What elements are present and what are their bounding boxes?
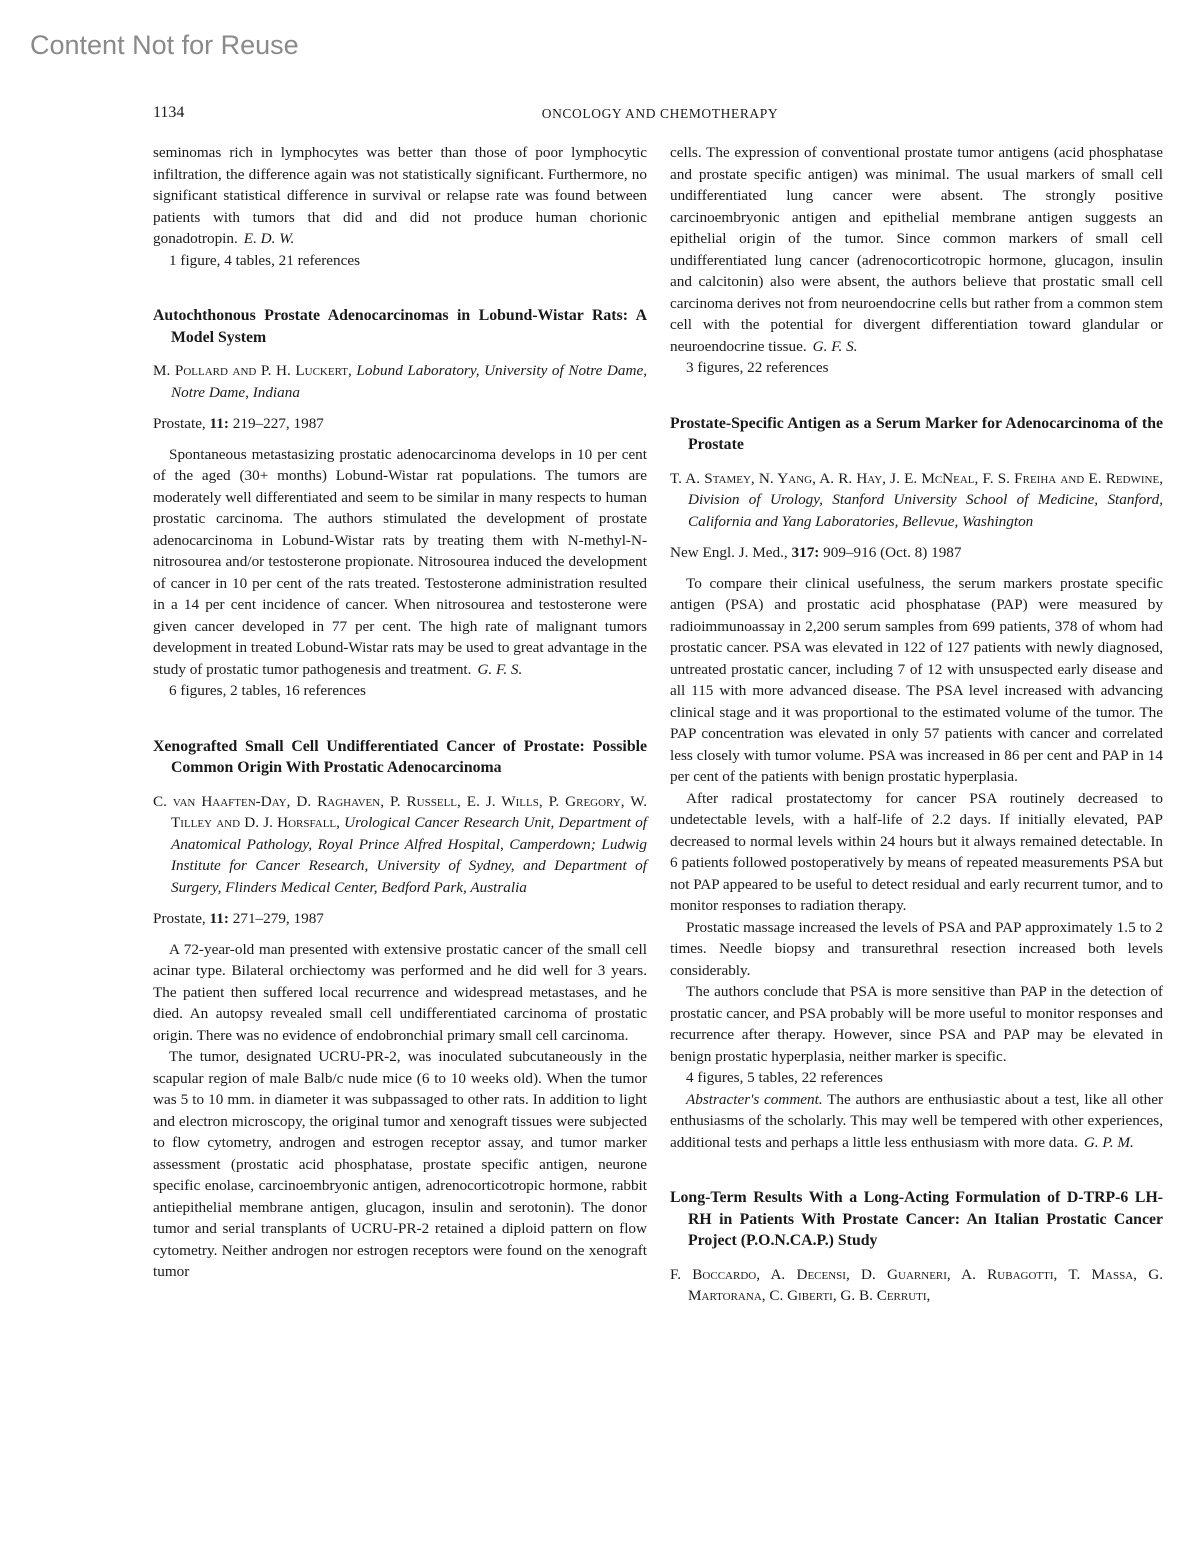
article-title: Xenografted Small Cell Undifferentiated Cancer of Prostate: Possible Common Origin With Prostatic Adenocarcinoma (153, 737, 647, 776)
author-names: F. Boccardo, A. Decensi, D. Guarneri, A. Rubagotti, T. Massa, G. Martorana, C. Giberti, G. B. Cerruti, (670, 1265, 1163, 1304)
right-column (670, 142, 1163, 1317)
previous-abstract-ending (153, 142, 647, 250)
journal-volume: 317: (791, 544, 820, 561)
abstract-paragraph: The authors conclude that PSA is more sensitive than PAP in the detection of prostatic cancer, and PSA probably will be more useful to monitor responses and recurrence after therapy. However, since PSA and PAP may be elevated in benign prostatic hyperplasia, neither marker is specific. (670, 983, 1163, 1065)
journal-volume: 11: (209, 910, 229, 927)
abstract-text: cells. The expression of conventional prostate tumor antigens (acid phosphatase and prostate specific antigen) was minimal. The usual markers of small cell undifferentiated lung cancer were absent. The strongly positive carcinoembryonic antigen and epithelial membrane antigen suggests an epithelial origin of the tumor. Since common markers of small cell undifferentiated lung cancer (adrenocorticotropic hormone, glucagon, insulin and calcitonin) also were absent, the authors believe that prostatic small cell carcinoma derives not from neuroendocrine cells but rather from a common stem cell with the potential for divergent differentiation toward glandular or neuroendocrine tissue. (670, 144, 1163, 355)
author-affiliation: Lobund Laboratory, University of Notre Dame, Notre Dame, Indiana (171, 362, 647, 401)
watermark: Content Not for Reuse (30, 30, 299, 60)
author-names: M. Pollard and P. H. Luckert, (153, 362, 352, 379)
left-column (153, 142, 647, 1283)
continued-abstract (670, 142, 1163, 357)
abstract-paragraph: Prostatic massage increased the levels of PSA and PAP approximately 1.5 to 2 times. Needle biopsy and transurethral resection increased both levels considerably. (670, 918, 1163, 979)
abstracter-signature: E. D. W. (243, 230, 295, 247)
abstract-paragraph (153, 444, 647, 681)
abstracter-signature: G. F. S. (812, 337, 858, 355)
journal-volume: 11: (209, 415, 229, 432)
journal-citation (153, 413, 647, 435)
abstract-paragraph: After radical prostatectomy for cancer PSA routinely decreased to undetectable levels, with a half-life of 2.2 days. If initially elevated, PAP decreased to normal levels within 24 hours but it always remained detectable. In 6 patients followed postoperatively by means of repeated measurements PSA but not PAP appeared to be useful to detect residual and early recurrent tumor, and to monitor responses to radiation therapy. (670, 789, 1163, 914)
author-affiliation: Urological Cancer Research Unit, Department of Anatomical Pathology, Royal Prince Alfred Hospital, Camperdown; Ludwig Institute for Cancer Research, University of Sydney, and Department of Surgery, Flinders Medical Center, Bedford Park, Australia (171, 814, 648, 896)
article-stats: 6 figures, 2 tables, 16 references (169, 682, 366, 699)
abstract-paragraph: To compare their clinical usefulness, the serum markers prostate specific antigen (PSA) and prostatic acid phosphatase (PAP) were measured by radioimmunoassay in 2,200 serum samples from 699 patients, 378 of whom had prostatic cancer. PSA was elevated in 122 of 127 patients with newly diagnosed, untreated prostatic cancer, including 7 of 12 with unsuspected early disease and all 115 with more advanced disease. The PSA level increased with advancing clinical stage and it was proportional to the estimated volume of the tumor. The PAP concentration was elevated in only 57 patients with cancer and correlated less closely with tumor volume. PSA was increased in 86 per cent and PAP in 14 per cent of the patients with benign prostatic hyperplasia. (670, 574, 1163, 785)
comment-text: The authors are enthusiastic about a test, like all other enthusiasms of the scholarly. This may well be tempered with other experiences, additional tests and perhaps a little less enthusiasm with more data. (670, 1090, 1163, 1151)
running-head: ONCOLOGY AND CHEMOTHERAPY (541, 106, 779, 121)
abstract-entry (670, 413, 1163, 1154)
abstracter-signature: G. P. M. (1083, 1133, 1134, 1151)
article-authors (670, 1264, 1163, 1307)
author-names: T. A. Stamey, N. Yang, A. R. Hay, J. E. McNeal, F. S. Freiha and E. Redwine, (670, 469, 1163, 487)
article-authors (153, 360, 647, 403)
abstract-entry (670, 1187, 1163, 1307)
article-title: Long-Term Results With a Long-Acting Formulation of D-TRP-6 LH-RH in Patients With Prostate Cancer: An Italian Prostatic Cancer Project (P.O.N.CA.P.) Study (670, 1189, 1163, 1249)
journal-pages: 271–279, 1987 (232, 910, 324, 927)
abstract-entry (153, 736, 647, 1283)
comment-label: Abstracter's comment. (686, 1090, 823, 1108)
author-names: C. van Haaften-Day, D. Raghaven, P. Russell, E. J. Wills, P. Gregory, W. Tilley and D. J. Horsfall, (153, 792, 647, 831)
article-authors (670, 468, 1163, 533)
abstract-entry (153, 305, 647, 702)
journal-citation (670, 542, 1163, 564)
article-title: Autochthonous Prostate Adenocarcinomas in Lobund-Wistar Rats: A Model System (153, 307, 647, 346)
abstract-text: Spontaneous metastasizing prostatic adenocarcinoma develops in 10 per cent of the aged (30+ months) Lobund-Wistar rat populations. The tumors are moderately well differentiated and seem to be similar in many respects to human prostatic carcinoma. The authors stimulated the development of prostate adenocarcinoma in Lobund-Wistar rats by treating them with N-methyl-N-nitrosourea and/or testosterone propionate. Nitrosourea induced the development of cancer in 10 per cent of the rats treated. Testosterone administration resulted in a 14 per cent incidence of cancer. When nitrosourea and testosterone were given cancer developed in 77 per cent. The high rate of malignant tumors development in treated Lobund-Wistar rats may be used to great advantage in the study of prostatic tumor pathogenesis and treatment. (153, 445, 647, 678)
article-stats: 4 figures, 5 tables, 22 references (686, 1069, 883, 1086)
article-stats: 3 figures, 22 references (686, 359, 829, 376)
journal-citation (153, 908, 647, 930)
previous-abstract-text: seminomas rich in lymphocytes was better than those of poor lymphocytic infiltration, the difference again was not statistically significant. Furthermore, no significant statistical difference in survival or relapse rate was found between patients with tumors that did and did not produce human chorionic gonadotropin. (153, 144, 647, 247)
journal-name: New Engl. J. Med., (670, 544, 788, 561)
journal-pages: 909–916 (Oct. 8) 1987 (823, 544, 962, 561)
abstract-paragraph: A 72-year-old man presented with extensive prostatic cancer of the small cell acinar type. Bilateral orchiectomy was performed and he did well for 3 years. The patient then suffered local recurrence and widespread metastases, and he died. An autopsy revealed small cell undifferentiated carcinoma of prostatic origin. There was no evidence of endobronchial primary small cell carcinoma. (153, 940, 647, 1044)
journal-name: Prostate, (153, 415, 206, 432)
article-title: Prostate-Specific Antigen as a Serum Marker for Adenocarcinoma of the Prostate (670, 414, 1163, 453)
abstracter-signature: G. F. S. (477, 660, 523, 678)
article-authors (153, 791, 647, 899)
journal-name: Prostate, (153, 910, 206, 927)
abstracter-comment (670, 1089, 1163, 1154)
page-number: 1134 (153, 104, 185, 121)
article-stats: 1 figure, 4 tables, 21 references (169, 251, 361, 269)
abstract-paragraph: The tumor, designated UCRU-PR-2, was inoculated subcutaneously in the scapular region of male Balb/c nude mice (6 to 10 weeks old). When the tumor was 5 to 10 mm. in diameter it was subpassaged to other rats. In addition to light and electron microscopy, the original tumor and xenograft tissues were subjected to flow cytometry, androgen and estrogen receptor assay, and tumor marker assessment (prostatic acid phosphatase, prostate specific antigen, neurone specific enolase, carcinoembryonic antigen, adrenocorticotropic hormone, rabbit antiepithelial membrane antigen, glucagon, insulin and serotonin). The donor tumor and serial transplants of UCRU-PR-2 retained a diploid pattern on flow cytometry. Neither androgen nor estrogen receptors were found on the xenograft tumor (153, 1048, 647, 1280)
journal-pages: 219–227, 1987 (232, 415, 324, 432)
author-affiliation: Division of Urology, Stanford University School of Medicine, Stanford, California and Yang Laboratories, Bellevue, Washington (688, 491, 1163, 530)
